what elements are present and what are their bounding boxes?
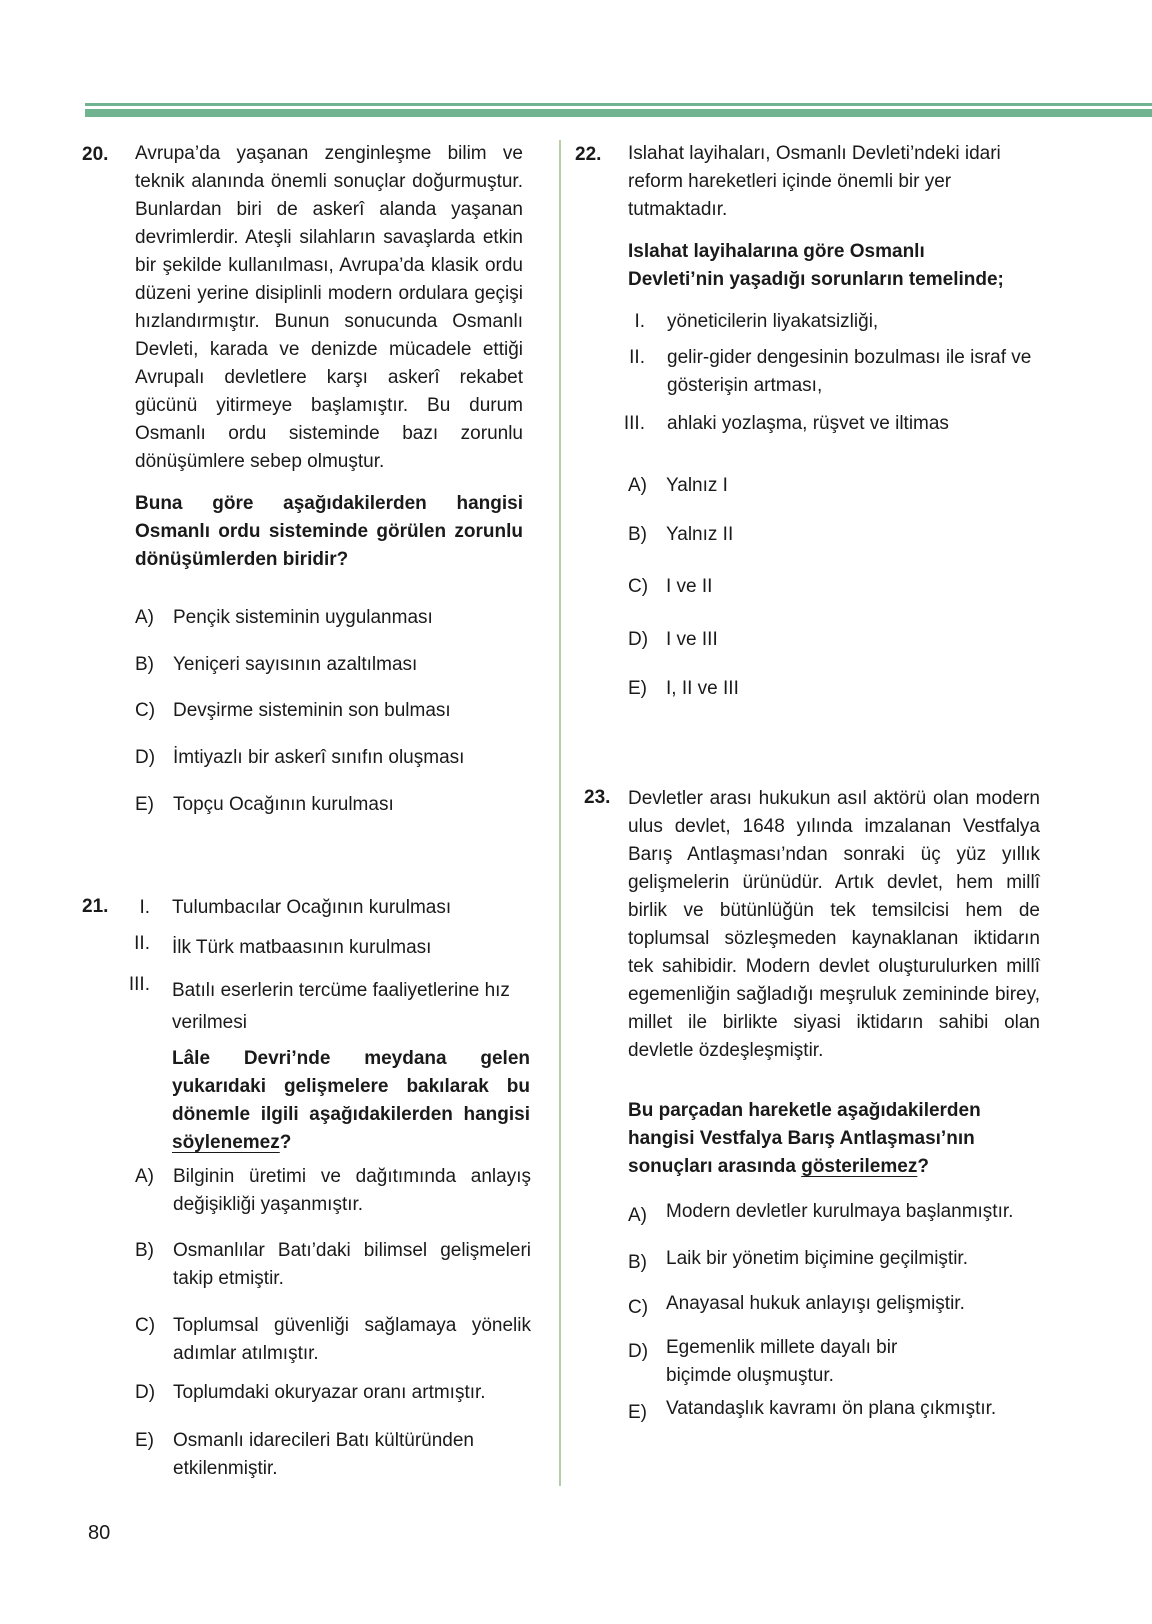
option-text: Bilginin üretimi ve dağıtımında anlayış değişikliği yaşanmıştır. — [173, 1166, 531, 1215]
option-label: A) — [135, 1166, 154, 1187]
statement-text: Batılı eserlerin tercüme faaliyetlerine hız verilmesi — [172, 980, 510, 1033]
question-body — [628, 785, 1040, 1065]
question-body — [628, 140, 1023, 294]
statement-text: gelir-gider dengesinin bozulması ile israf ve gösterişin artması, — [667, 347, 1032, 396]
question-prompt: Buna göre aşağıdakilerden hangisi Osmanlı ordu sisteminde görülen zorunlu dönüşümlerden biridir? — [135, 493, 523, 570]
option-label: A) — [628, 475, 647, 496]
option-label: A) — [628, 1205, 647, 1226]
option-label: D) — [628, 629, 649, 650]
header-rule-thick — [85, 109, 1152, 117]
question-passage: Islahat layihaları, Osmanlı Devleti’ndeki idari reform hareketleri içinde önemli bir yer tutmaktadır. — [628, 143, 1001, 220]
option-text: Vatandaşlık kavramı ön plana çıkmıştır. — [666, 1398, 997, 1419]
option-text: Yeniçeri sayısının azaltılması — [173, 654, 418, 675]
option-label: B) — [628, 524, 647, 545]
statement-label: I. — [139, 897, 150, 918]
statement-label: I. — [634, 311, 645, 332]
question-passage: Avrupa’da yaşanan zenginleşme bilim ve teknik alanında önemli sonuçlar doğurmuştur. Bunlardan biri de askerî alanda yaşanan devrimlerdir. Ateşli silahların savaşlarda etkin bir şekilde kullanılması, Avrupa’da klasik ordu düzeni yerine disiplinli modern ordulara geçişi hızlandırmıştır. Bunun sonucunda Osmanlı Devleti, karada ve denizde mücadele ettiği Avrupalı devletlere karşı askerî rekabet gücünü yitirmeye başlamıştır. Bu durum Osmanlı ordu sisteminde bazı zorunlu dönüşümlere sebep olmuştur. — [135, 143, 523, 472]
option-text: İmtiyazlı bir askerî sınıfın oluşması — [173, 747, 465, 768]
prompt-underlined: gösterilemez — [801, 1156, 918, 1177]
statement-label: II. — [629, 347, 645, 368]
option-text: Anayasal hukuk anlayışı gelişmiştir. — [666, 1293, 965, 1314]
question-body — [135, 140, 523, 574]
option-text: Modern devletler kurulmaya başlanmıştır. — [666, 1201, 1014, 1222]
statement-label: III. — [128, 974, 150, 995]
question-number: 21. — [82, 896, 109, 917]
question-prompt: Islahat layihalarına göre Osmanlı Devleti’nin yaşadığı sorunların temelinde; — [628, 241, 1004, 290]
statement-text: İlk Türk matbaasının kurulması — [172, 937, 432, 958]
option-text: Osmanlılar Batı’daki bilimsel gelişmeleri takip etmiştir. — [173, 1240, 531, 1289]
prompt-text: Bu parçadan hareketle aşağıdakilerden hangisi Vestfalya Barış Antlaşması’nın sonuçları arasında — [628, 1100, 981, 1177]
prompt-end: ? — [279, 1132, 292, 1153]
option-text: Osmanlı idarecileri Batı kültüründen etkilenmiştir. — [173, 1430, 474, 1479]
option-text: Toplumsal güvenliği sağlamaya yönelik adımlar atılmıştır. — [173, 1315, 531, 1364]
option-label: E) — [135, 794, 154, 815]
option-label: D) — [628, 1341, 649, 1362]
option-label: E) — [628, 1402, 647, 1423]
statement-text: ahlaki yozlaşma, rüşvet ve iltimas — [667, 413, 949, 434]
option-text: Yalnız I — [666, 475, 728, 496]
option-text: I ve II — [666, 576, 713, 597]
option-text: Devşirme sisteminin son bulması — [173, 700, 451, 721]
option-label: C) — [135, 1315, 156, 1336]
question-prompt — [172, 1045, 530, 1157]
option-text: Egemenlik millete dayalı bir biçimde oluşmuştur. — [666, 1337, 898, 1386]
question-prompt — [628, 1097, 1040, 1181]
statement-text: Tulumbacılar Ocağının kurulması — [172, 897, 452, 918]
option-label: D) — [135, 1382, 156, 1403]
option-label: E) — [135, 1430, 154, 1451]
prompt-end: ? — [917, 1156, 929, 1177]
prompt-underlined: söylenemez — [172, 1132, 280, 1153]
option-text: Laik bir yönetim biçimine geçilmiştir. — [666, 1248, 968, 1269]
option-text: Yalnız II — [666, 524, 734, 545]
option-text: I ve III — [666, 629, 718, 650]
option-text: Pençik sisteminin uygulanması — [173, 607, 433, 628]
option-label: E) — [628, 678, 647, 699]
statement-label: III. — [623, 413, 645, 434]
option-label: B) — [135, 654, 154, 675]
prompt-text: Lâle Devri’nde meydana gelen yukarıdaki gelişmelere bakılarak bu dönemle ilgili aşağıdakilerden hangisi — [172, 1048, 530, 1125]
option-label: A) — [135, 607, 154, 628]
question-passage: Devletler arası hukukun asıl aktörü olan modern ulus devlet, 1648 yılında imzalanan Vestfalya Barış Antlaşması’ndan sonraki üç yüz yıllık gelişmelerin ürünüdür. Artık devlet, hem millî birlik ve bütünlüğün tek temsilcisi hem de toplumsal sözleşmeden kaynaklanan iktidarın tek sahibidir. Modern devlet oluşturulurken millî egemenliğin sağladığı meşruluk zemininde birey, millet ile birlikte siyasi iktidarın sahibi olan devletle özdeşleşmiştir. — [628, 788, 1040, 1061]
option-text: Topçu Ocağının kurulması — [173, 794, 394, 815]
option-label: B) — [135, 1240, 154, 1261]
option-label: C) — [628, 576, 649, 597]
option-label: B) — [628, 1252, 647, 1273]
column-divider — [559, 140, 561, 1486]
option-label: C) — [628, 1297, 649, 1318]
option-text: Toplumdaki okuryazar oranı artmıştır. — [173, 1382, 486, 1403]
header-rule-thin — [85, 103, 1152, 106]
option-text: I, II ve III — [666, 678, 739, 699]
question-number: 22. — [575, 144, 602, 165]
option-label: D) — [135, 747, 156, 768]
statement-label: II. — [134, 933, 150, 954]
option-label: C) — [135, 700, 156, 721]
question-number: 23. — [584, 787, 611, 808]
question-number: 20. — [82, 144, 109, 165]
page-number: 80 — [88, 1522, 111, 1544]
statement-text: yöneticilerin liyakatsizliği, — [667, 311, 879, 332]
